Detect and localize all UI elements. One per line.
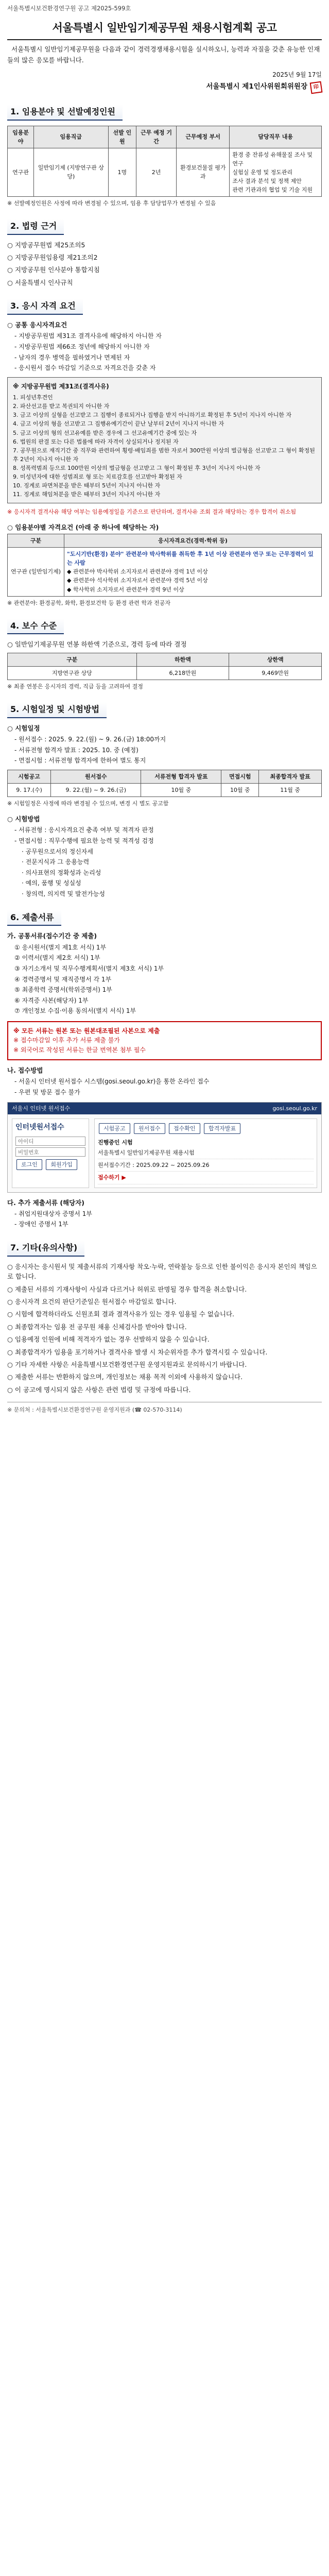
- login-panel: [12, 1118, 89, 1188]
- special-note: ※ 응시자격 결격사유 해당 여부는 임용예정일을 기준으로 판단하며, 결격사유 조회 결과 해당하는 경우 합격이 취소됨: [7, 508, 297, 515]
- list-item: ○ 응시자격 요건의 판단기준일은 원서접수 마감일로 합니다.: [7, 1298, 177, 1306]
- list-item: - 면접시험 : 직무수행에 필요한 능력 및 적격성 검정: [14, 837, 154, 844]
- schedule-table: [7, 770, 322, 797]
- list-item: ③ 자기소개서 및 직무수행계획서(별지 제3호 서식) 1부: [14, 964, 164, 972]
- col-dept: 근무예정 부서: [176, 126, 229, 148]
- list-item: ○ 지방공무원법 제25조의5: [7, 241, 85, 249]
- list-item: 4. 금고 이상의 형을 선고받고 그 집행유예기간이 끝난 날부터 2년이 지나지 아니한 자: [13, 420, 224, 428]
- list-item: 1. 피성년후견인: [13, 394, 53, 401]
- list-item: ⑤ 최종학력 증명서(학위증명서) 1부: [14, 986, 112, 994]
- cell-type: 지방연구관 상당: [8, 666, 137, 680]
- list-item: ○ 응시자는 응시원서 및 제출서류의 기재사항 착오·누락, 연락불능 등으로 인한 불이익은 응시자 본인의 책임으로 합니다.: [7, 1262, 317, 1281]
- site-url: gosi.seoul.go.kr: [272, 1105, 317, 1112]
- salary-table: [7, 653, 322, 680]
- list-item: ○ 제출된 서류의 기재사항이 사실과 다르거나 허위로 판명될 경우 합격을 취소합니다.: [7, 1285, 247, 1293]
- col-type: 구분: [8, 534, 64, 548]
- list-item: 10. 징계로 파면처분을 받은 때부터 5년이 지나지 아니한 자: [13, 482, 161, 489]
- duty-item: 조사 결과 분석 및 정책 제안: [232, 177, 302, 184]
- site-header: [8, 1103, 321, 1114]
- warn-line: ※ 외국어로 작성된 서류는 한글 번역본 첨부 필수: [13, 1046, 146, 1054]
- join-button[interactable]: 회원가입: [46, 1159, 77, 1170]
- site-body: [8, 1114, 321, 1192]
- list-item: - 남자의 경우 병역을 필하였거나 면제된 자: [14, 353, 130, 361]
- col-apply: 원서접수: [51, 770, 141, 783]
- list-item: - 서류전형 합격자 발표 : 2025. 10. 중 (예정): [14, 746, 138, 754]
- table-row: [8, 666, 322, 680]
- list-item: 6. 법원의 판결 또는 다른 법률에 따라 자격이 상실되거나 정지된 자: [13, 438, 179, 445]
- list-item: 서울특별시 일반임기제공무원 채용시험: [98, 1147, 314, 1159]
- list-item: ○ 서울특별시 인사규칙: [7, 278, 73, 286]
- common-docs-title: 가. 공통서류(접수기간 중 제출): [7, 932, 97, 940]
- list-item: ○ 최종합격자는 임용 전 공무원 채용 신체검사를 받아야 합니다.: [7, 1323, 187, 1331]
- list-item: ○ 지방공무원임용령 제21조의2: [7, 253, 98, 262]
- list-item: ○ 최종합격자가 임용을 포기하거나 결격사유 발생 시 차순위자를 추가 합격시킬 수 있습니다.: [7, 1348, 268, 1356]
- col-max: 상한액: [229, 653, 322, 666]
- table-row: [8, 783, 322, 796]
- warn-line: ※ 모든 서류는 원본 또는 원본대조필된 사본으로 제출: [13, 1027, 160, 1035]
- menu-item[interactable]: 시험공고: [99, 1123, 130, 1134]
- schedule-note: ※ 시험일정은 사정에 따라 변경될 수 있으며, 변경 시 별도 공고함: [7, 800, 169, 807]
- cell-field: 연구관 (일반임기제): [8, 548, 64, 596]
- field-req-title: ○ 임용분야별 자격요건 (아래 중 하나에 해당하는 자): [7, 523, 159, 531]
- list-item: - 지방공무원법 제66조 정년에 해당하지 아니한 자: [14, 343, 150, 350]
- list-item: - 우편 및 방문 접수 불가: [14, 1088, 80, 1096]
- col-doc-result: 서류전형 합격자 발표: [141, 770, 221, 783]
- apply-method-title: 나. 접수방법: [7, 1066, 43, 1074]
- req-line: "도시기반(환경) 분야" 관련분야 박사학위를 취득한 후 1년 이상 관련분야 연구 또는 근무경력이 있는 사람: [67, 551, 314, 567]
- cell-doc-result: 10월 중: [141, 783, 221, 796]
- menu-item[interactable]: 합격자발표: [204, 1123, 240, 1134]
- list-item: · 의사표현의 정확성과 논리성: [22, 869, 101, 876]
- disqualification-box: [7, 377, 322, 503]
- col-grade: 임용직급: [34, 126, 108, 148]
- list-item: · 예의, 품행 및 성실성: [22, 879, 81, 887]
- list-item: 11. 징계로 해임처분을 받은 때부터 3년이 지나지 아니한 자: [13, 490, 161, 498]
- schedule-title: ○ 시험일정: [7, 724, 40, 732]
- application-site-screenshot: [7, 1102, 322, 1192]
- common-req-title: ○ 공통 응시자격요건: [7, 320, 67, 329]
- duty-item: 관련 기관과의 협업 및 기술 지원: [232, 186, 313, 193]
- cell-field: 연구관: [8, 148, 34, 196]
- list-item: ⑥ 자격증 사본(해당자) 1부: [14, 996, 89, 1004]
- method-title: ○ 시험방법: [7, 815, 40, 823]
- req-note: ※ 관련분야: 환경공학, 화학, 환경보건학 등 환경 관련 학과 전공자: [7, 599, 171, 606]
- contact-info: ※ 문의처 : 서울특별시보건환경연구원 운영지원과 (☎ 02-570-3114): [7, 1402, 322, 1414]
- menu-item[interactable]: 원서접수: [134, 1123, 165, 1134]
- section-6-heading: 6. 제출서류: [7, 910, 322, 926]
- list-item: - 취업지원대상자 증명서 1부: [14, 1210, 92, 1217]
- list-item: ② 이력서(별지 제2호 서식) 1부: [14, 954, 100, 962]
- cell-final: 11월 중: [259, 783, 322, 796]
- list-item: 2. 파산선고를 받고 복권되지 아니한 자: [13, 403, 110, 410]
- cell-notice: 9. 17.(수): [8, 783, 51, 796]
- section-5-heading: 5. 시험일정 및 시험방법: [7, 702, 322, 718]
- cell-apply: 9. 22.(월) ~ 9. 26.(금): [51, 783, 141, 796]
- cell-dept: 환경보건물질 평가과: [176, 148, 229, 196]
- list-item: - 응시원서 접수 마감일 기준으로 자격요건을 갖춘 자: [14, 364, 156, 372]
- site-logo: 인터넷원서접수: [15, 1123, 64, 1132]
- col-requirement: 응시자격요건(경력·학위 등): [64, 534, 322, 548]
- table-note: ※ 선발예정인원은 사정에 따라 변경될 수 있으며, 임용 후 담당업무가 변경될 수 있음: [7, 199, 216, 207]
- col-min: 하한액: [136, 653, 229, 666]
- login-button[interactable]: 로그인: [16, 1159, 42, 1170]
- req-line: ◆ 관련분야 석사학위 소지자로서 관련분야 경력 5년 이상: [67, 577, 208, 584]
- list-item: - 서울시 인터넷 원서접수 시스템(gosi.seoul.go.kr)을 통한 온라인 접수: [14, 1078, 210, 1086]
- table-row: [8, 548, 322, 596]
- list-item: ○ 시험에 합격하더라도 신원조회 결과 결격사유가 있는 경우 임용될 수 없습니다.: [7, 1310, 235, 1318]
- col-count: 선발 인원: [108, 126, 136, 148]
- col-final: 최종합격자 발표: [259, 770, 322, 783]
- salary-note: ※ 최종 연봉은 응시자의 경력, 직급 등을 고려하여 결정: [7, 683, 143, 690]
- site-title: 서울시 인터넷 원서접수: [12, 1105, 71, 1112]
- list-item: 8. 성폭력범죄 등으로 100만원 이상의 벌금형을 선고받고 그 형이 확정된 후 3년이 지나지 아니한 자: [13, 464, 261, 471]
- col-notice: 시험공고: [8, 770, 51, 783]
- additional-docs-title: 다. 추가 제출서류 (해당자): [7, 1198, 84, 1207]
- id-input[interactable]: 아이디: [15, 1137, 85, 1146]
- issuing-org-name: 서울특별시 제1인사위원회위원장: [206, 82, 307, 91]
- list-item: ○ 기타 자세한 사항은 서울특별시보건환경연구원 운영지원과로 문의하시기 바랍니다.: [7, 1360, 247, 1368]
- list-item: 9. 미성년자에 대한 성범죄로 형 또는 치료감호를 선고받아 확정된 자: [13, 473, 182, 480]
- section-3-heading: 3. 응시 자격 요건: [7, 299, 322, 315]
- col-type: 구분: [8, 653, 137, 666]
- list-item: · 창의력, 의지력 및 발전가능성: [22, 890, 105, 897]
- page-title: 서울특별시 일반임기제공무원 채용시험계획 공고: [7, 18, 322, 41]
- cell-min: 6,218만원: [136, 666, 229, 680]
- list-item: ○ 임용예정 인원에 비해 적격자가 없는 경우 선발하지 않을 수 있습니다.: [7, 1335, 210, 1344]
- list-item: - 서류전형 : 응시자격요건 충족 여부 및 적격자 판정: [14, 826, 154, 834]
- notice-list: [7, 1262, 322, 1395]
- list-item: 3. 금고 이상의 실형을 선고받고 그 집행이 종료되거나 집행을 받지 아니하기로 확정된 후 5년이 지나지 아니한 자: [13, 412, 291, 419]
- requirement-table: [7, 534, 322, 596]
- site-menu: [98, 1122, 314, 1135]
- duty-item: 실험실 운영 및 정도관리: [232, 168, 293, 176]
- warn-line: ※ 접수마감일 이후 추가 서류 제출 불가: [13, 1037, 120, 1044]
- official-seal: 印: [310, 81, 323, 94]
- cell-grade: 일반임기제 (지방연구관 상당): [34, 148, 108, 196]
- recruitment-table: [7, 126, 322, 197]
- req-line: ◆ 관련분야 박사학위 소지자로서 관련분야 경력 1년 이상: [67, 568, 208, 575]
- cell-max: 9,469만원: [229, 666, 322, 680]
- section-1-heading: 1. 임용분야 및 선발예정인원: [7, 105, 322, 121]
- disqualification-title: ※ 지방공무원법 제31조(결격사유): [13, 382, 109, 390]
- password-input[interactable]: 비밀번호: [15, 1147, 85, 1157]
- col-duties: 담당직무 내용: [230, 126, 322, 148]
- col-period: 근무 예정 기간: [136, 126, 177, 148]
- apply-link[interactable]: 접수하기 ▶: [98, 1172, 314, 1184]
- cell-interview: 10월 중: [221, 783, 259, 796]
- section-2-heading: 2. 법령 근거: [7, 219, 322, 235]
- list-item: 7. 공무원으로 재직기간 중 직무와 관련하여 횡령·배임죄를 범한 자로서 300만원 이상의 벌금형을 선고받고 그 형이 확정된 후 2년이 지나지 아니한 자: [13, 447, 315, 463]
- salary-text: ○ 일반임기제공무원 연봉 하한액 기준으로, 경력 등에 따라 결정: [7, 640, 187, 649]
- cell-period: 2년: [136, 148, 177, 196]
- duty-item: 환경 중 잔류성 유해물질 조사 및 연구: [232, 151, 313, 167]
- notice-date: 2025년 9월 17일: [272, 71, 322, 78]
- legal-basis-list: [7, 240, 322, 288]
- cell-count: 1명: [108, 148, 136, 196]
- list-item: 원서접수기간 : 2025.09.22 ~ 2025.09.26: [98, 1159, 314, 1172]
- col-interview: 면접시험: [221, 770, 259, 783]
- section-4-heading: 4. 보수 수준: [7, 619, 322, 635]
- list-item: - 면접시험 : 서류전형 합격자에 한하여 별도 통지: [14, 757, 146, 765]
- section-7-heading: 7. 기타(유의사항): [7, 1241, 322, 1257]
- table-row: [8, 148, 322, 196]
- issuing-org: [7, 81, 322, 93]
- list-item: ○ 이 공고에 명시되지 않은 사항은 관련 법령 및 규정에 따릅니다.: [7, 1385, 191, 1394]
- list-item: · 공무원으로서의 정신자세: [22, 848, 93, 855]
- list-item: ④ 경력증명서 및 재직증명서 각 1부: [14, 975, 112, 983]
- col-field: 임용분야: [8, 126, 34, 148]
- exam-list-title: 진행중인 시험: [98, 1139, 133, 1146]
- list-item: ⑦ 개인정보 수집·이용 동의서(별지 서식) 1부: [14, 1007, 136, 1015]
- docs-warning-box: [7, 1021, 322, 1060]
- notice-number: 서울특별시보건환경연구원 공고 제2025-599호: [7, 5, 131, 12]
- cell-requirement: [64, 548, 322, 596]
- list-item: - 장애인 증명서 1부: [14, 1221, 68, 1228]
- list-item: - 원서접수 : 2025. 9. 22.(월) ~ 9. 26.(금) 18:00까지: [14, 736, 166, 743]
- list-item: ○ 지방공무원 인사분야 통합지침: [7, 266, 100, 274]
- list-item: - 지방공무원법 제31조 결격사유에 해당하지 아니한 자: [14, 332, 162, 340]
- list-item: 5. 금고 이상의 형의 선고유예를 받은 경우에 그 선고유예기간 중에 있는 자: [13, 429, 197, 436]
- site-main: [94, 1118, 317, 1188]
- list-item: ○ 제출한 서류는 반환하지 않으며, 개인정보는 채용 목적 이외에 사용하지 않습니다.: [7, 1373, 243, 1381]
- intro-text: 서울특별시 일반임기제공무원을 다음과 같이 경력경쟁채용시험을 실시하오니, 능력과 자질을 갖춘 유능한 인재들의 많은 응모를 바랍니다.: [7, 45, 320, 64]
- menu-item[interactable]: 접수확인: [169, 1123, 200, 1134]
- cell-duties: [230, 148, 322, 196]
- list-item: ① 응시원서(별지 제1호 서식) 1부: [14, 943, 107, 951]
- list-item: · 전문지식과 그 응용능력: [22, 858, 90, 866]
- req-line: ◆ 학사학위 소지자로서 관련분야 경력 9년 이상: [67, 586, 184, 593]
